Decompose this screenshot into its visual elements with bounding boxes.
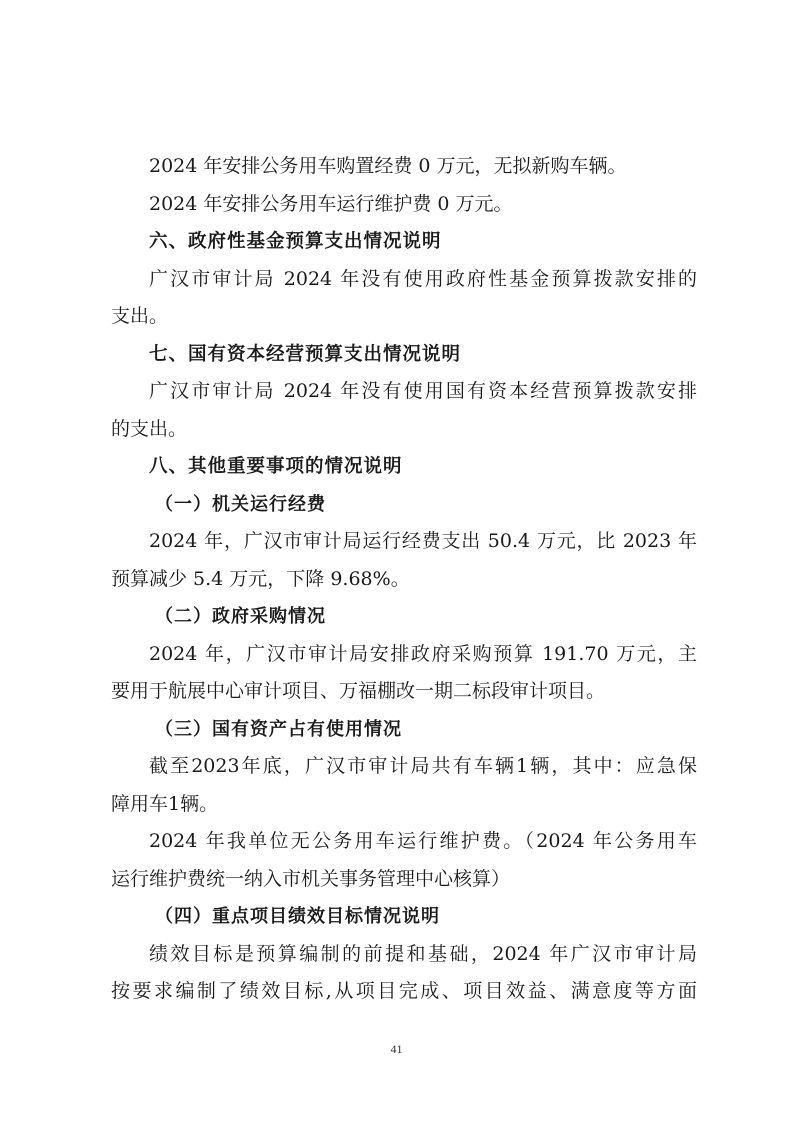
section-heading-6: 六、政府性基金预算支出情况说明 — [149, 231, 442, 252]
subsection-heading-1: （一）机关运行经费 — [155, 493, 326, 515]
paragraph-line: 广汉市审计局 2024 年没有使用政府性基金预算拨款安排的 — [149, 267, 697, 290]
paragraph-line: 绩效目标是预算编制的前提和基础，2024 年广汉市审计局 — [149, 942, 697, 965]
paragraph-line: 预算减少 5.4 万元，下降 9.68%。 — [111, 567, 410, 590]
paragraph-line: 障用车1辆。 — [111, 792, 219, 815]
section-heading-7: 七、国有资本经营预算支出情况说明 — [149, 343, 462, 365]
paragraph-line: 截至2023年底，广汉市审计局共有车辆1辆，其中：应急保 — [149, 755, 697, 777]
page-number: 41 — [390, 1042, 403, 1056]
paragraph-line: 2024 年安排公务用车运行维护费 0 万元。 — [149, 192, 513, 215]
paragraph-line: 2024 年，广汉市审计局运行经费支出 50.4 万元，比 2023 年 — [149, 530, 697, 552]
paragraph-line: 2024 年安排公务用车购置经费 0 万元，无拟新购车辆。 — [149, 155, 627, 177]
page-body — [111, 148, 697, 1011]
paragraph-line: 按要求编制了绩效目标,从项目完成、项目效益、满意度等方面 — [111, 980, 697, 1002]
paragraph-line: 2024 年，广汉市审计局安排政府采购预算 191.70 万元，主 — [149, 642, 697, 665]
paragraph-line: 2024 年我单位无公务用车运行维护费。（2024 年公务用车 — [149, 830, 697, 852]
section-heading-8: 八、其他重要事项的情况说明 — [149, 456, 403, 477]
subsection-heading-3: （三）国有资产占有使用情况 — [155, 718, 402, 740]
paragraph-line: 要用于航展中心审计项目、万福棚改一期二标段审计项目。 — [111, 680, 606, 702]
paragraph-line: 运行维护费统一纳入市机关事务管理中心核算） — [111, 867, 511, 890]
paragraph-line: 广汉市审计局 2024 年没有使用国有资本经营预算拨款安排 — [149, 380, 697, 402]
paragraph-line: 支出。 — [111, 305, 169, 327]
paragraph-line: 的支出。 — [111, 417, 188, 440]
subsection-heading-4: （四）重点项目绩效目标情况说明 — [155, 906, 440, 927]
subsection-heading-2: （二）政府采购情况 — [155, 606, 326, 627]
